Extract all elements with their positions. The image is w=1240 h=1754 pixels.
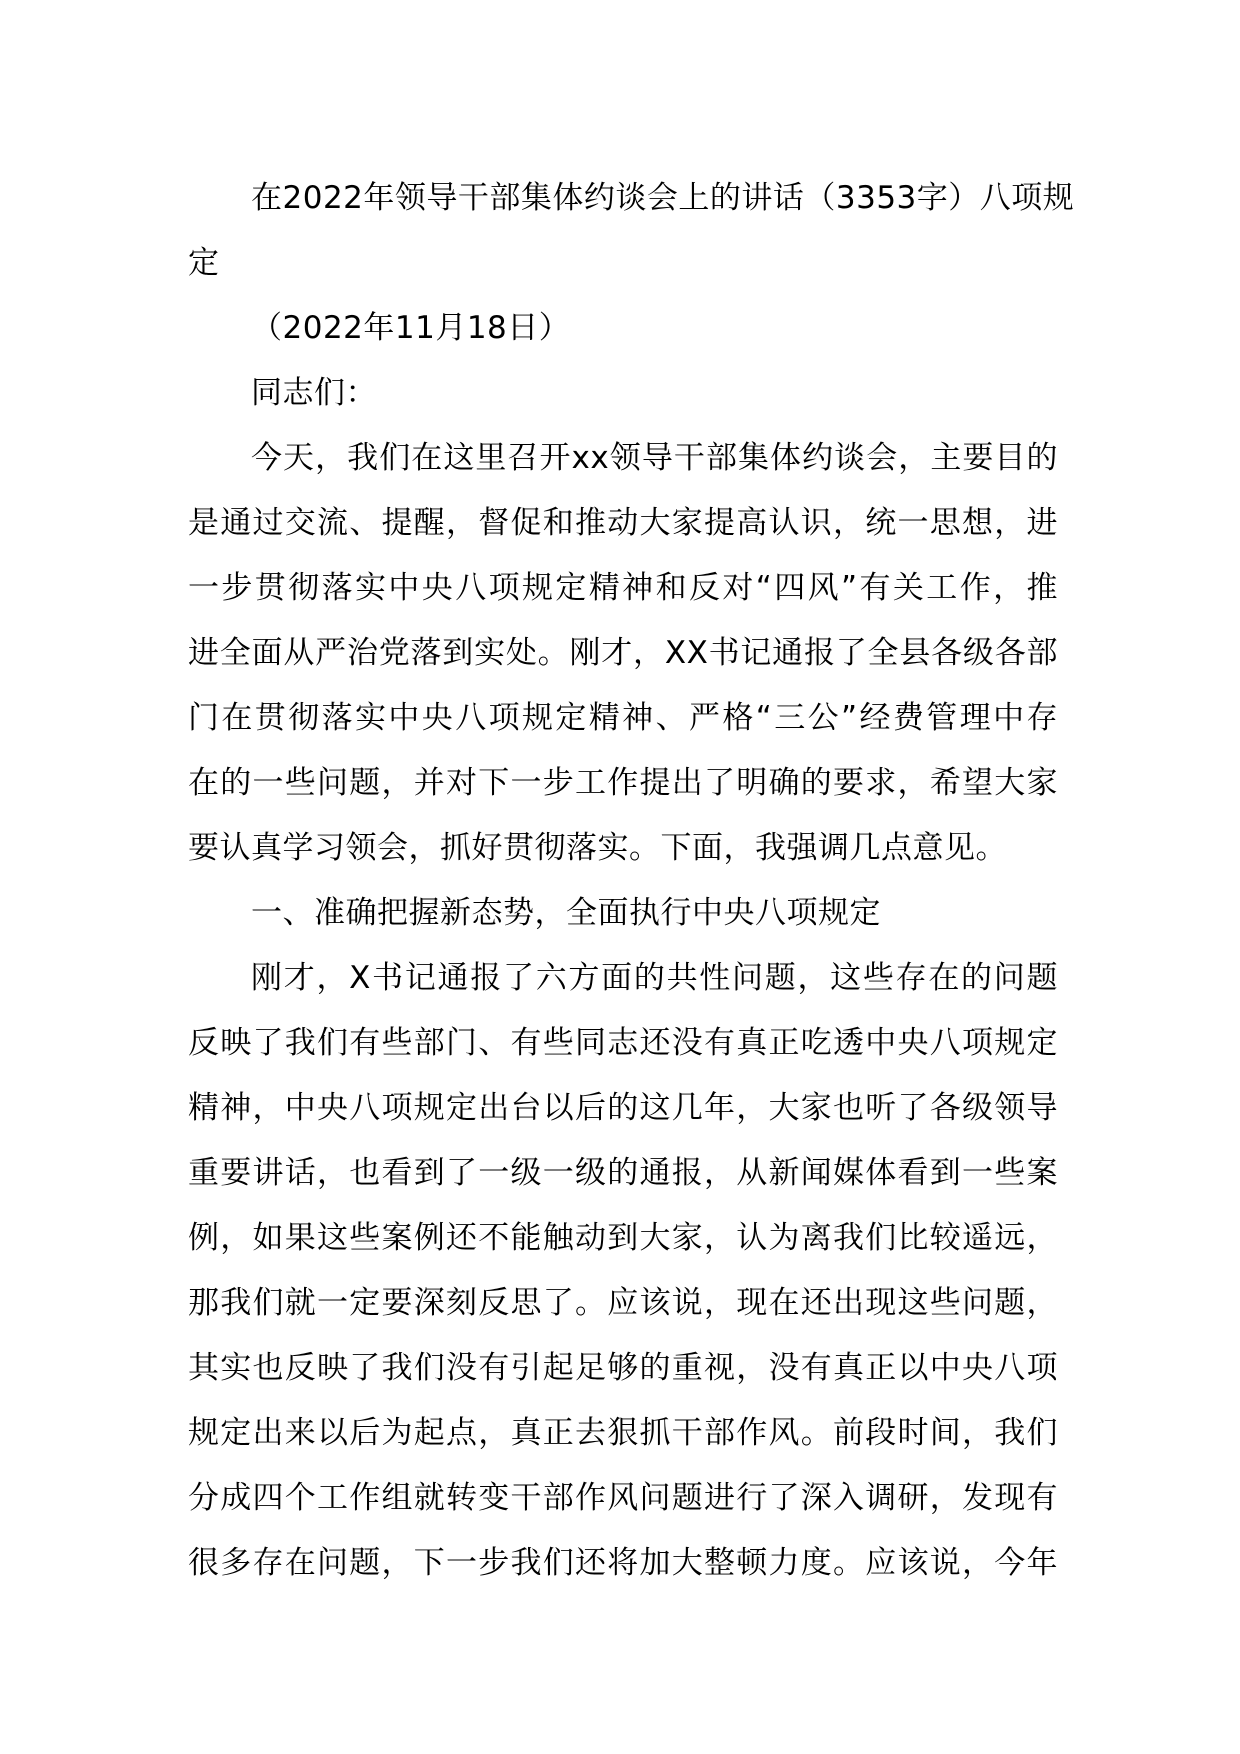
paragraph-line: 反映了我们有些部门、有些同志还没有真正吃透中央八项规定: [188, 1025, 1058, 1061]
paragraph-line: 今天，我们在这里召开xx领导干部集体约谈会，主要目的: [251, 440, 1058, 476]
paragraph-line: 是通过交流、提醒，督促和推动大家提高认识，统一思想，进: [188, 505, 1058, 541]
paragraph-line: 进全面从严治党落到实处。刚才，XX书记通报了全县各级各部: [188, 635, 1058, 671]
paragraph-line: 重要讲话，也看到了一级一级的通报，从新闻媒体看到一些案: [188, 1155, 1058, 1191]
paragraph-line: 精神，中央八项规定出台以后的这几年，大家也听了各级领导: [188, 1090, 1058, 1126]
paragraph-line: 其实也反映了我们没有引起足够的重视，没有真正以中央八项: [188, 1350, 1058, 1386]
paragraph-section-1: [188, 946, 1058, 1596]
paragraph-line: 那我们就一定要深刻反思了。应该说，现在还出现这些问题，: [188, 1285, 1058, 1321]
paragraph-line: 刚才，X书记通报了六方面的共性问题，这些存在的问题: [251, 960, 1058, 996]
paragraph-line: 要认真学习领会，抓好贯彻落实。下面，我强调几点意见。: [188, 830, 1007, 866]
title-line-2: 定: [188, 245, 220, 281]
paragraph-intro: [188, 426, 1058, 881]
speech-date: （2022年11月18日）: [251, 310, 571, 346]
salutation: 同志们：: [251, 375, 377, 411]
section-heading-1: 一、准确把握新态势，全面执行中央八项规定: [251, 895, 881, 931]
paragraph-line: 门在贯彻落实中央八项规定精神、严格“三公”经费管理中存: [188, 700, 1058, 736]
title-line-1: 在2022年领导干部集体约谈会上的讲话（3353字）八项规: [251, 180, 1075, 216]
paragraph-line: 很多存在问题，下一步我们还将加大整顿力度。应该说，今年: [188, 1545, 1058, 1581]
paragraph-line: 在的一些问题，并对下一步工作提出了明确的要求，希望大家: [188, 765, 1058, 801]
paragraph-line: 规定出来以后为起点，真正去狠抓干部作风。前段时间，我们: [188, 1415, 1058, 1451]
document-body: [188, 166, 1075, 1596]
paragraph-line: 一步贯彻落实中央八项规定精神和反对“四风”有关工作，推: [188, 570, 1058, 606]
paragraph-line: 例，如果这些案例还不能触动到大家，认为离我们比较遥远，: [188, 1220, 1058, 1256]
paragraph-line: 分成四个工作组就转变干部作风问题进行了深入调研，发现有: [188, 1480, 1058, 1516]
